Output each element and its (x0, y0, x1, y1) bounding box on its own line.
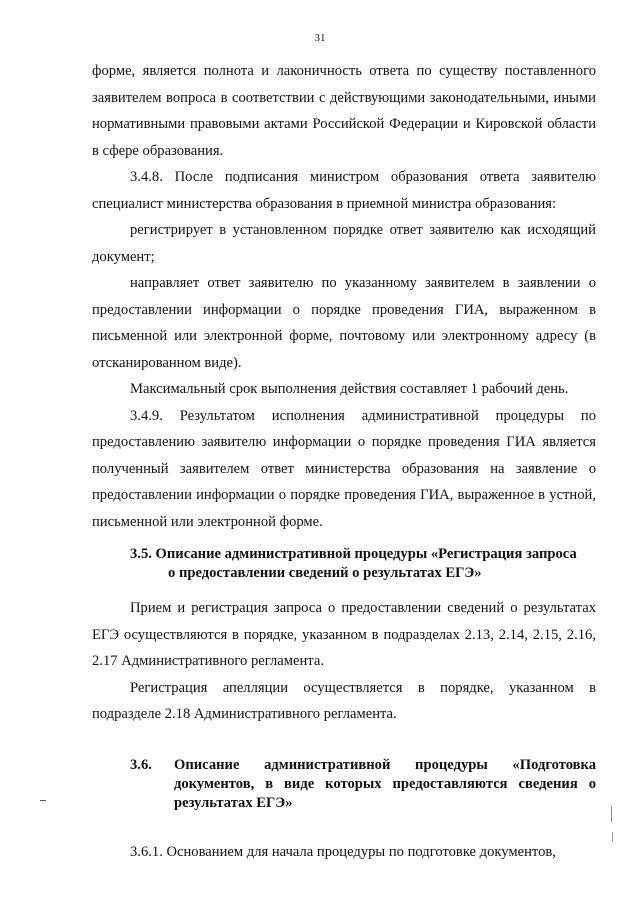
paragraph: форме, является полнота и лаконичность ответа по существу поставленного заявителем вопроса в соответствии с действующими законодательными, иными нормативными правовыми актами Российской Федерации и Кировской области в сфере образования. (92, 63, 596, 159)
paragraph: 3.6.1. Основанием для начала процедуры по подготовке документов, (130, 843, 556, 860)
heading-line: о предоставлении сведений о результатах ЕГЭ» (168, 565, 482, 581)
scan-mark (611, 806, 612, 822)
heading-line: 3.5. Описание административной процедуры «Регистрация запроса (130, 546, 577, 562)
heading-text: Описание административной процедуры «Подготовка документов, в виде которых предоставляются сведения о результатах ЕГЭ» (174, 756, 596, 811)
paragraph: Максимальный срок выполнения действия составляет 1 рабочий день. (130, 381, 569, 397)
section-heading-3-5 (92, 545, 596, 583)
scan-mark (612, 832, 613, 842)
paragraph: регистрирует в установленном порядке ответ заявителю как исходящий документ; (92, 222, 596, 265)
heading-number: 3.6. (130, 756, 152, 773)
paragraph: направляет ответ заявителю по указанному заявителем в заявлении о предоставлении информации о порядке проведения ГИА, выраженном в письменной или электронной форме, почтовому или электронному адресу (в отсканированном виде). (92, 275, 596, 371)
document-body (92, 58, 596, 865)
paragraph: Прием и регистрация запроса о предоставлении сведений о результатах ЕГЭ осуществляются в порядке, указанном в подразделах 2.13, 2.14, 2.15, 2.16, 2.17 Административного регламента. (92, 600, 596, 669)
page-number: 31 (314, 32, 326, 44)
paragraph: 3.4.9. Результатом исполнения административной процедуры по предоставлению заявителю информации о порядке проведения ГИА является полученный заявителем ответ министерства образования на заявление о предоставлении информации о порядке проведения ГИА, выраженное в устной, письменной или электронной форме. (92, 407, 596, 530)
scan-mark (40, 800, 46, 801)
paragraph: 3.4.8. После подписания министром образования ответа заявителю специалист министерства образования в приемной министра образования: (92, 169, 596, 212)
paragraph: Регистрация апелляции осуществляется в порядке, указанном в подразделе 2.18 Административного регламента. (92, 679, 596, 722)
section-heading-3-6 (92, 756, 596, 813)
